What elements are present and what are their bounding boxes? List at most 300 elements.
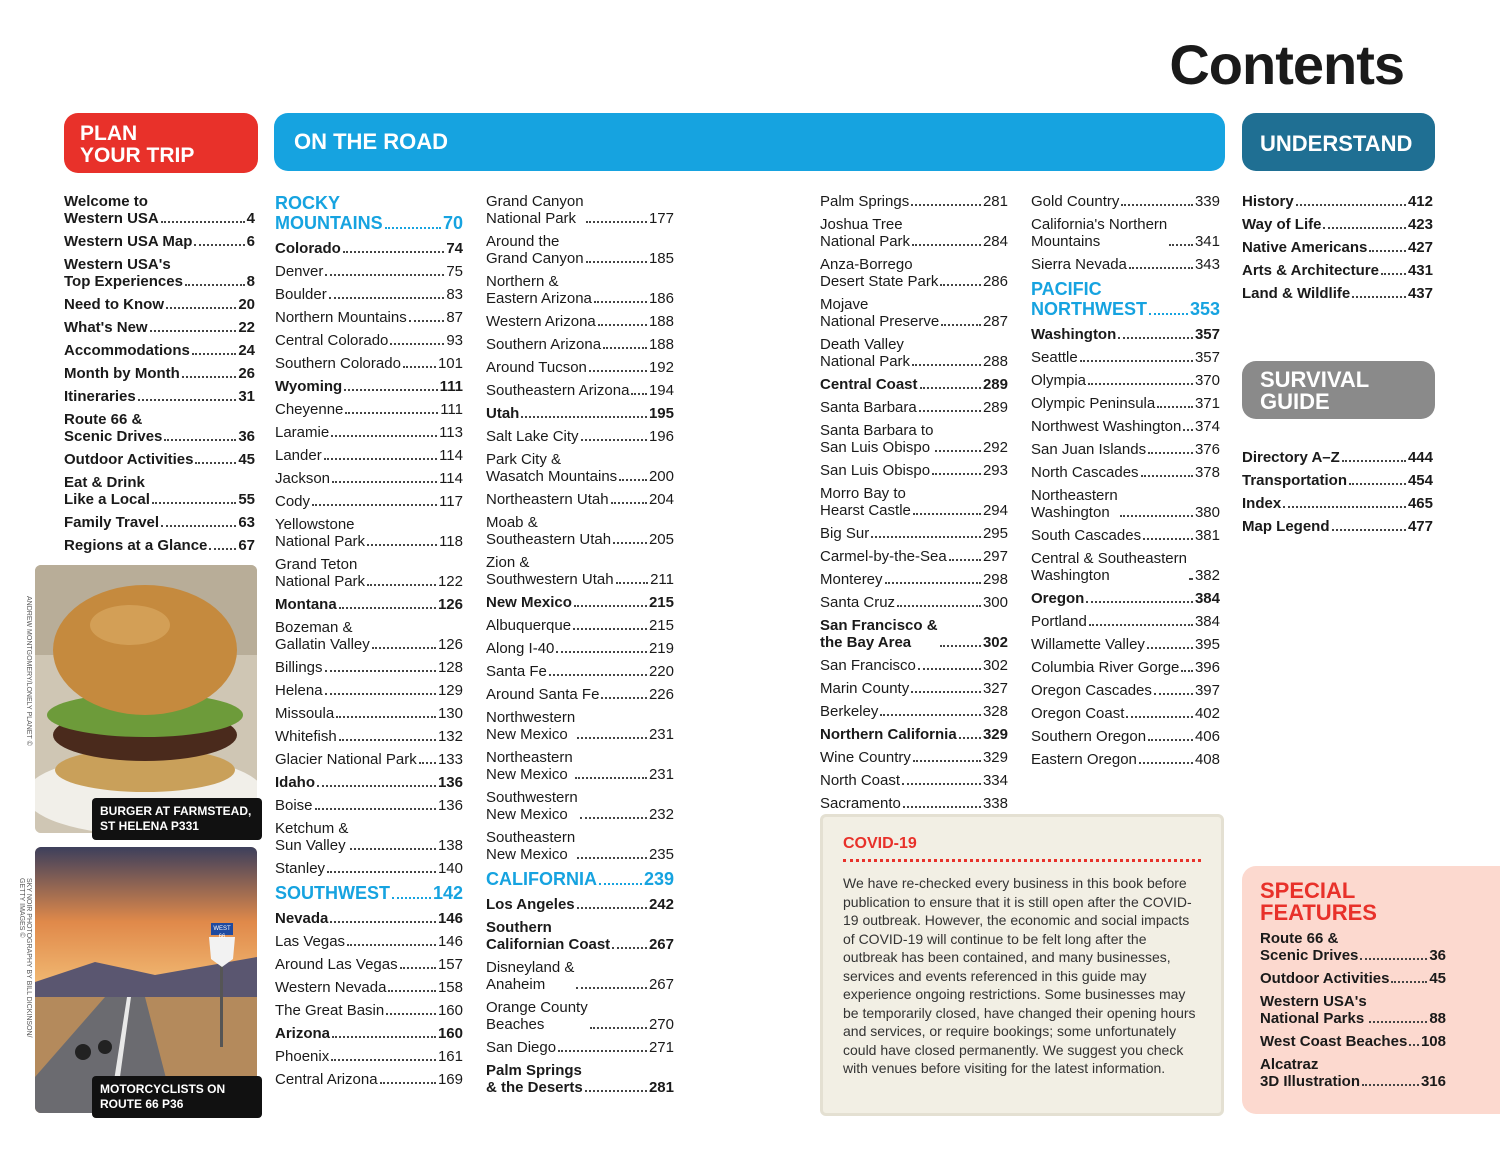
toc-entry-monterey[interactable]: [820, 571, 1008, 588]
toc-entry-directory-a-z[interactable]: [1242, 449, 1433, 466]
toc-entry-page: 289: [982, 376, 1008, 393]
toc-entry-page: 357: [1194, 326, 1220, 343]
toc-entry-page: 129: [437, 682, 463, 699]
toc-entry-stanley[interactable]: [275, 860, 463, 877]
toc-entry-billings[interactable]: [275, 659, 463, 676]
dot-leader: [911, 204, 981, 206]
toc-entry-southern-arizona[interactable]: [486, 336, 674, 353]
toc-entry-page: 382: [1194, 567, 1220, 584]
toc-entry-disneyland-anaheim[interactable]: [486, 959, 674, 993]
dot-leader: [325, 693, 436, 695]
toc-entry-washington[interactable]: [1031, 326, 1220, 343]
dot-leader: [1181, 670, 1193, 672]
toc-entry-page: 287: [982, 313, 1008, 330]
toc-entry-santa-fe[interactable]: [486, 663, 674, 680]
dot-leader: [1118, 337, 1193, 339]
on-the-road-column-2: [486, 193, 674, 1102]
dot-leader: [209, 548, 236, 550]
toc-entry-label: Arts & Architecture: [1242, 262, 1379, 279]
dot-leader: [577, 737, 647, 739]
dot-leader: [403, 366, 436, 368]
toc-entry-arizona[interactable]: [275, 1025, 463, 1042]
toc-entry-santa-barbara-to-san-luis-obispo[interactable]: [820, 422, 1008, 456]
toc-entry-death-valley-national-park[interactable]: [820, 336, 1008, 370]
dot-leader: [920, 387, 981, 389]
dot-leader: [380, 1082, 436, 1084]
toc-entry-california-s-northern-mountains[interactable]: [1031, 216, 1220, 250]
toc-entry-central-arizona[interactable]: [275, 1071, 463, 1088]
toc-entry-label: Marin County: [820, 680, 910, 697]
toc-entry-southern-oregon[interactable]: [1031, 728, 1220, 745]
toc-entry-label: Death Valley National Park: [820, 336, 911, 370]
dot-leader: [1088, 383, 1193, 385]
dot-leader: [1154, 693, 1193, 695]
toc-entry-need-to-know[interactable]: [64, 296, 255, 313]
toc-entry-page: 194: [648, 382, 674, 399]
dot-leader: [339, 739, 436, 741]
toc-entry-alcatraz-3d-illustration[interactable]: [1260, 1056, 1446, 1090]
toc-entry-northern-mountains[interactable]: [275, 309, 463, 326]
toc-entry-page: 316: [1420, 1073, 1446, 1090]
toc-entry-label: Olympic Peninsula: [1031, 395, 1156, 412]
toc-entry-way-of-life[interactable]: [1242, 216, 1433, 233]
toc-entry-big-sur[interactable]: [820, 525, 1008, 542]
toc-entry-welcome-to-western-usa[interactable]: [64, 193, 255, 227]
toc-entry-cheyenne[interactable]: [275, 401, 463, 418]
toc-entry-joshua-tree-national-park[interactable]: [820, 216, 1008, 250]
toc-entry-page: 380: [1194, 504, 1220, 521]
toc-entry-helena[interactable]: [275, 682, 463, 699]
toc-entry-sacramento[interactable]: [820, 795, 1008, 812]
toc-entry-page: 289: [982, 399, 1008, 416]
on-the-road-header: ON THE ROAD: [274, 113, 1225, 171]
toc-entry-central-colorado[interactable]: [275, 332, 463, 349]
toc-entry-boulder[interactable]: [275, 286, 463, 303]
toc-entry-transportation[interactable]: [1242, 472, 1433, 489]
toc-entry-western-arizona[interactable]: [486, 313, 674, 330]
toc-entry-page: 242: [648, 896, 674, 913]
toc-entry-colorado[interactable]: [275, 240, 463, 257]
toc-entry-label: Idaho: [275, 774, 315, 791]
dot-leader: [331, 435, 437, 437]
toc-entry-label: Boise: [275, 797, 313, 814]
toc-entry-northeastern-new-mexico[interactable]: [486, 749, 674, 783]
toc-entry-page: 101: [437, 355, 463, 372]
special-features-box: [1242, 866, 1500, 1114]
toc-entry-grand-canyon-national-park[interactable]: [486, 193, 674, 227]
toc-entry-northern-eastern-arizona[interactable]: [486, 273, 674, 307]
toc-entry-family-travel[interactable]: [64, 514, 255, 531]
dot-leader: [574, 605, 647, 607]
dot-leader: [1369, 250, 1406, 252]
toc-entry-yellowstone-national-park[interactable]: [275, 516, 463, 550]
toc-entry-page: 239: [643, 869, 674, 889]
toc-entry-route-66-scenic-drives[interactable]: [64, 411, 255, 445]
dot-leader: [150, 330, 237, 332]
toc-entry-laramie[interactable]: [275, 424, 463, 441]
toc-entry-label: Western USA's Top Experiences: [64, 256, 183, 290]
toc-entry-olympic-peninsula[interactable]: [1031, 395, 1220, 412]
dot-leader: [631, 393, 647, 395]
dot-leader: [185, 284, 245, 286]
toc-entry-southeastern-arizona[interactable]: [486, 382, 674, 399]
dot-leader: [586, 221, 647, 223]
toc-entry-willamette-valley[interactable]: [1031, 636, 1220, 653]
toc-entry-lander[interactable]: [275, 447, 463, 464]
toc-entry-page: 235: [648, 846, 674, 863]
toc-entry-page: 93: [446, 332, 463, 349]
covid-notice: [820, 814, 1224, 1116]
toc-entry-page: 36: [1429, 947, 1446, 964]
toc-entry-boise[interactable]: [275, 797, 463, 814]
toc-entry-las-vegas[interactable]: [275, 933, 463, 950]
toc-entry-south-cascades[interactable]: [1031, 527, 1220, 544]
toc-entry-page: 158: [437, 979, 463, 996]
toc-entry-southwestern-new-mexico[interactable]: [486, 789, 674, 823]
toc-entry-missoula[interactable]: [275, 705, 463, 722]
toc-entry-page: 75: [446, 263, 463, 280]
toc-entry-page: 136: [437, 774, 463, 791]
route66-photo: [35, 847, 257, 1113]
toc-entry-label: Monterey: [820, 571, 883, 588]
toc-entry-page: 215: [648, 617, 674, 634]
toc-entry-wyoming[interactable]: [275, 378, 463, 395]
toc-entry-around-tucson[interactable]: [486, 359, 674, 376]
section-heading-pacific-northwest[interactable]: [1031, 279, 1220, 319]
toc-entry-page: 267: [648, 936, 674, 953]
toc-entry-page: 437: [1407, 285, 1433, 302]
toc-entry-label: Olympia: [1031, 372, 1087, 389]
toc-entry-page: 111: [439, 378, 463, 395]
toc-entry-label: Index: [1242, 495, 1282, 512]
toc-entry-page: 132: [437, 728, 463, 745]
dot-leader: [613, 542, 647, 544]
toc-entry-southern-californian-coast[interactable]: [486, 919, 674, 953]
toc-entry-northwestern-new-mexico[interactable]: [486, 709, 674, 743]
dot-leader: [1323, 227, 1406, 229]
toc-entry-new-mexico[interactable]: [486, 594, 674, 611]
toc-entry-berkeley[interactable]: [820, 703, 1008, 720]
toc-entry-anza-borrego-desert-state-park[interactable]: [820, 256, 1008, 290]
dot-leader: [164, 439, 236, 441]
toc-entry-grand-teton-national-park[interactable]: [275, 556, 463, 590]
toc-entry-page: 200: [648, 468, 674, 485]
toc-entry-salt-lake-city[interactable]: [486, 428, 674, 445]
toc-entry-oregon[interactable]: [1031, 590, 1220, 607]
toc-entry-label: Willamette Valley: [1031, 636, 1145, 653]
toc-entry-label: Helena: [275, 682, 323, 699]
toc-entry-label: Southern Californian Coast: [486, 919, 611, 953]
toc-entry-montana[interactable]: [275, 596, 463, 613]
toc-entry-north-cascades[interactable]: [1031, 464, 1220, 481]
toc-entry-label: Palm Springs: [820, 193, 910, 210]
toc-entry-page: 477: [1407, 518, 1433, 535]
toc-entry-label: Park City & Wasatch Mountains: [486, 451, 618, 485]
toc-entry-page: 114: [439, 447, 463, 464]
section-heading-california[interactable]: [486, 869, 674, 889]
toc-entry-carmel-by-the-sea[interactable]: [820, 548, 1008, 565]
toc-entry-label: Western Nevada: [275, 979, 387, 996]
toc-entry-nevada[interactable]: [275, 910, 463, 927]
toc-entry-san-diego[interactable]: [486, 1039, 674, 1056]
toc-entry-zion-southwestern-utah[interactable]: [486, 554, 674, 588]
dot-leader: [331, 1059, 436, 1061]
toc-entry-page: 378: [1194, 464, 1220, 481]
burger-caption: BURGER AT FARMSTEAD, ST HELENA P331: [92, 798, 262, 840]
dot-leader: [332, 481, 437, 483]
toc-entry-what-s-new[interactable]: [64, 319, 255, 336]
toc-entry-label: Anza-Borrego Desert State Park: [820, 256, 939, 290]
toc-entry-label: Missoula: [275, 705, 335, 722]
special-features-list: [1260, 930, 1482, 1090]
toc-entry-label: Accommodations: [64, 342, 190, 359]
toc-entry-page: 88: [1429, 1010, 1446, 1027]
toc-entry-label: Los Angeles: [486, 896, 575, 913]
toc-entry-label: Wyoming: [275, 378, 343, 395]
dot-leader: [195, 462, 236, 464]
toc-entry-page: 67: [238, 537, 255, 554]
toc-entry-itineraries[interactable]: [64, 388, 255, 405]
toc-entry-san-francisco[interactable]: [820, 657, 1008, 674]
dot-leader: [1157, 406, 1193, 408]
toc-entry-page: 126: [437, 636, 463, 653]
toc-entry-albuquerque[interactable]: [486, 617, 674, 634]
toc-entry-label: Southwestern New Mexico: [486, 789, 578, 823]
toc-entry-whitefish[interactable]: [275, 728, 463, 745]
toc-entry-glacier-national-park[interactable]: [275, 751, 463, 768]
dot-leader: [594, 301, 647, 303]
toc-entry-history[interactable]: [1242, 193, 1433, 210]
toc-entry-outdoor-activities[interactable]: [1260, 970, 1446, 987]
burger-photo: [35, 565, 257, 833]
dot-leader: [1080, 360, 1193, 362]
toc-entry-northwest-washington[interactable]: [1031, 418, 1220, 435]
toc-entry-portland[interactable]: [1031, 613, 1220, 630]
dot-leader: [590, 1027, 647, 1029]
toc-entry-seattle[interactable]: [1031, 349, 1220, 366]
toc-entry-page: 353: [1189, 299, 1220, 319]
dot-leader: [347, 944, 436, 946]
toc-entry-page: 188: [648, 336, 674, 353]
toc-entry-oregon-cascades[interactable]: [1031, 682, 1220, 699]
toc-entry-denver[interactable]: [275, 263, 463, 280]
toc-entry-label: Whitefish: [275, 728, 337, 745]
toc-entry-label: Land & Wildlife: [1242, 285, 1351, 302]
toc-entry-page: 297: [982, 548, 1008, 565]
toc-entry-around-las-vegas[interactable]: [275, 956, 463, 973]
dot-leader: [161, 221, 245, 223]
toc-entry-page: 286: [982, 273, 1008, 290]
toc-entry-page: 384: [1194, 590, 1220, 607]
toc-entry-page: 454: [1407, 472, 1433, 489]
toc-entry-eastern-oregon[interactable]: [1031, 751, 1220, 768]
toc-entry-around-the-grand-canyon[interactable]: [486, 233, 674, 267]
toc-entry-label: Northern & Eastern Arizona: [486, 273, 592, 307]
toc-entry-label: Eastern Oregon: [1031, 751, 1137, 768]
toc-entry-page: 160: [437, 1002, 463, 1019]
toc-entry-label: Northwestern New Mexico: [486, 709, 576, 743]
route66-caption: MOTORCYCLISTS ON ROUTE 66 P36: [92, 1076, 262, 1118]
toc-entry-palm-springs[interactable]: [820, 193, 1008, 210]
toc-entry-label: Transportation: [1242, 472, 1348, 489]
toc-entry-san-francisco-the-bay-area[interactable]: [820, 617, 1008, 651]
toc-entry-arts-architecture[interactable]: [1242, 262, 1433, 279]
toc-entry-idaho[interactable]: [275, 774, 463, 791]
toc-entry-the-great-basin[interactable]: [275, 1002, 463, 1019]
toc-entry-cody[interactable]: [275, 493, 463, 510]
section-heading-southwest[interactable]: [275, 883, 463, 903]
dot-leader: [392, 897, 431, 899]
dot-leader: [581, 439, 647, 441]
toc-entry-page: 192: [648, 359, 674, 376]
toc-entry-santa-barbara[interactable]: [820, 399, 1008, 416]
toc-entry-central-coast[interactable]: [820, 376, 1008, 393]
toc-entry-page: 8: [246, 273, 255, 290]
toc-entry-oregon-coast[interactable]: [1031, 705, 1220, 722]
toc-entry-label: Wine Country: [820, 749, 911, 766]
dot-leader: [871, 536, 981, 538]
toc-entry-native-americans[interactable]: [1242, 239, 1433, 256]
toc-entry-label: San Juan Islands: [1031, 441, 1147, 458]
toc-entry-label: Santa Fe: [486, 663, 547, 680]
toc-entry-label: Santa Barbara: [820, 399, 917, 416]
toc-entry-page: 231: [648, 766, 674, 783]
toc-entry-label: SOUTHWEST: [275, 883, 390, 903]
toc-entry-page: 270: [648, 1016, 674, 1033]
dot-leader: [911, 691, 981, 693]
toc-entry-page: 215: [648, 594, 674, 611]
toc-entry-bozeman-gallatin-valley[interactable]: [275, 619, 463, 653]
toc-entry-label: Glacier National Park: [275, 751, 417, 768]
dot-leader: [315, 808, 436, 810]
toc-entry-outdoor-activities[interactable]: [64, 451, 255, 468]
toc-entry-regions-at-a-glance[interactable]: [64, 537, 255, 554]
dot-leader: [1148, 452, 1193, 454]
toc-entry-label: Western Arizona: [486, 313, 596, 330]
dot-leader: [325, 274, 444, 276]
toc-entry-wine-country[interactable]: [820, 749, 1008, 766]
toc-entry-western-nevada[interactable]: [275, 979, 463, 996]
toc-entry-page: 70: [442, 213, 463, 233]
dot-leader: [521, 416, 647, 418]
toc-entry-northeastern-utah[interactable]: [486, 491, 674, 508]
toc-entry-land-wildlife[interactable]: [1242, 285, 1433, 302]
toc-entry-around-santa-fe[interactable]: [486, 686, 674, 703]
toc-entry-page: 408: [1194, 751, 1220, 768]
dot-leader: [1332, 529, 1406, 531]
dot-leader: [388, 990, 436, 992]
toc-entry-jackson[interactable]: [275, 470, 463, 487]
dot-leader: [385, 227, 441, 229]
toc-entry-along-i-40[interactable]: [486, 640, 674, 657]
toc-entry-north-coast[interactable]: [820, 772, 1008, 789]
dot-leader: [935, 450, 981, 452]
toc-entry-columbia-river-gorge[interactable]: [1031, 659, 1220, 676]
toc-entry-label: Berkeley: [820, 703, 879, 720]
toc-entry-moab-southeastern-utah[interactable]: [486, 514, 674, 548]
toc-entry-page: 328: [982, 703, 1008, 720]
toc-entry-label: Outdoor Activities: [1260, 970, 1390, 987]
toc-entry-southeastern-new-mexico[interactable]: [486, 829, 674, 863]
toc-entry-page: 281: [648, 1079, 674, 1096]
dot-leader: [390, 343, 444, 345]
dot-leader: [166, 307, 236, 309]
toc-entry-palm-springs-the-deserts[interactable]: [486, 1062, 674, 1096]
toc-entry-southern-colorado[interactable]: [275, 355, 463, 372]
toc-entry-route-66-scenic-drives[interactable]: [1260, 930, 1446, 964]
toc-entry-label: South Cascades: [1031, 527, 1142, 544]
toc-entry-label: Around Las Vegas: [275, 956, 398, 973]
toc-entry-label: Sacramento: [820, 795, 901, 812]
toc-entry-ketchum-sun-valley[interactable]: [275, 820, 463, 854]
toc-entry-page: 205: [648, 531, 674, 548]
toc-entry-label: North Coast: [820, 772, 901, 789]
toc-entry-month-by-month[interactable]: [64, 365, 255, 382]
dot-leader: [616, 582, 649, 584]
toc-entry-phoenix[interactable]: [275, 1048, 463, 1065]
dot-leader: [1086, 601, 1193, 603]
toc-entry-map-legend[interactable]: [1242, 518, 1433, 535]
toc-entry-page: 395: [1194, 636, 1220, 653]
toc-entry-label: Laramie: [275, 424, 330, 441]
section-heading-rocky-mountains[interactable]: [275, 193, 463, 233]
toc-entry-olympia[interactable]: [1031, 372, 1220, 389]
toc-entry-label: Stanley: [275, 860, 326, 877]
toc-entry-page: 55: [238, 491, 255, 508]
toc-entry-label: Native Americans: [1242, 239, 1368, 256]
on-the-road-column-4: [1031, 193, 1220, 774]
toc-entry-label: Family Travel: [64, 514, 160, 531]
dot-leader: [603, 347, 647, 349]
toc-entry-gold-country[interactable]: [1031, 193, 1220, 210]
toc-entry-central-southeastern-washington[interactable]: [1031, 550, 1220, 584]
dot-leader: [940, 645, 981, 647]
toc-entry-west-coast-beaches[interactable]: [1260, 1033, 1446, 1050]
toc-entry-mojave-national-preserve[interactable]: [820, 296, 1008, 330]
toc-entry-orange-county-beaches[interactable]: [486, 999, 674, 1033]
toc-entry-san-luis-obispo[interactable]: [820, 462, 1008, 479]
toc-entry-park-city-wasatch-mountains[interactable]: [486, 451, 674, 485]
toc-entry-eat-drink-like-a-local[interactable]: [64, 474, 255, 508]
toc-entry-western-usa-s-national-parks[interactable]: [1260, 993, 1446, 1027]
toc-entry-page: 281: [982, 193, 1008, 210]
toc-entry-morro-bay-to-hearst-castle[interactable]: [820, 485, 1008, 519]
toc-entry-accommodations[interactable]: [64, 342, 255, 359]
toc-entry-western-usa-s-top-experiences[interactable]: [64, 256, 255, 290]
toc-entry-san-juan-islands[interactable]: [1031, 441, 1220, 458]
toc-entry-los-angeles[interactable]: [486, 896, 674, 913]
toc-entry-index[interactable]: [1242, 495, 1433, 512]
dot-leader: [1139, 762, 1193, 764]
toc-entry-page: 22: [238, 319, 255, 336]
toc-entry-sierra-nevada[interactable]: [1031, 256, 1220, 273]
toc-entry-label: Oregon Coast: [1031, 705, 1125, 722]
toc-entry-marin-county[interactable]: [820, 680, 1008, 697]
dot-leader: [409, 320, 445, 322]
toc-entry-utah[interactable]: [486, 405, 674, 422]
dot-leader: [1409, 1044, 1419, 1046]
dot-leader: [558, 1050, 647, 1052]
toc-entry-page: 397: [1194, 682, 1220, 699]
toc-entry-western-usa-map[interactable]: [64, 233, 255, 250]
dot-leader: [344, 389, 437, 391]
dot-leader: [386, 1013, 436, 1015]
toc-entry-santa-cruz[interactable]: [820, 594, 1008, 611]
toc-entry-northeastern-washington[interactable]: [1031, 487, 1220, 521]
toc-entry-label: Central Arizona: [275, 1071, 378, 1088]
toc-entry-page: 298: [982, 571, 1008, 588]
toc-entry-northern-california[interactable]: [820, 726, 1008, 743]
